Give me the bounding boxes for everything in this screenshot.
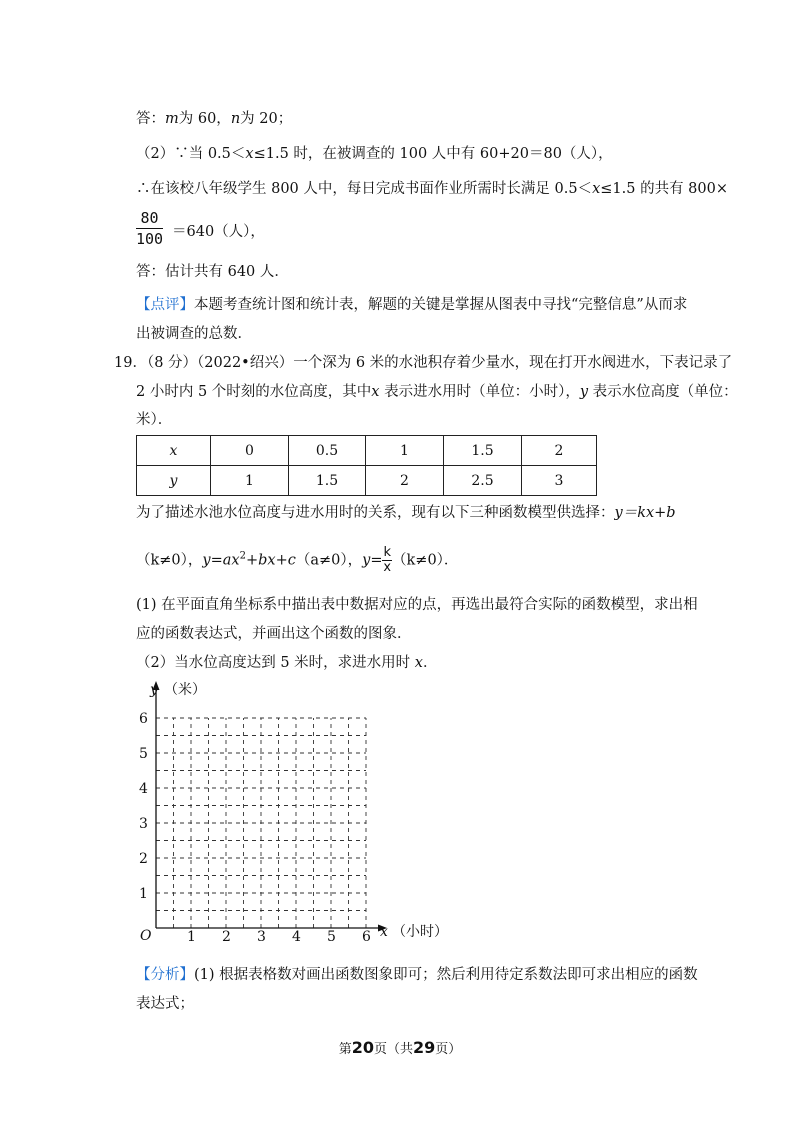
y-tick-label: 4 [139,781,148,797]
table-cell: 2 [522,436,597,466]
table-cell: y [137,466,211,496]
q19-line-2 [136,380,738,401]
table-cell: 1.5 [289,466,366,496]
x-axis-unit: （小时） [392,924,448,940]
page-footer [0,1038,800,1057]
x-tick-label: 1 [187,929,196,945]
analysis-line-1 [136,963,698,984]
text: 表示水位高度（单位： [588,384,738,400]
text: 2 小时内 5 个时刻的水位高度，其中 [136,384,372,400]
quadratic-model-rest: +bx+c [245,552,296,569]
y-axis-label: y [150,682,158,698]
table-cell: 1 [211,466,289,496]
text: （a≠0）， [295,552,363,569]
text: 为了描述水池水位高度与进水用时的关系，现有以下三种函数模型供选择： [136,505,615,521]
var-y: y [579,384,589,400]
origin-label: O [140,928,152,944]
analysis-tag: 【分析】 [136,967,194,983]
x-axis-label: x [380,924,388,940]
y-tick-label: 3 [139,816,148,832]
table-cell: 0 [211,436,289,466]
var-m: m [165,111,179,127]
answer-line-1 [136,107,292,128]
table-row [137,466,597,496]
x-tick-label: 2 [222,929,231,945]
text: （2）∵当 0.5＜ [136,146,246,162]
fraction-numerator: 80 [136,209,163,229]
table-cell: 3 [522,466,597,496]
models-line-2 [136,546,458,575]
answer-line-2: 答：估计共有 640 人． [136,264,289,280]
text: （2）当水位高度达到 5 米时，求进水用时 [136,655,415,671]
sub2-line [136,651,437,672]
comment-tag: 【点评】 [136,297,194,313]
y-tick-label: 6 [139,711,148,727]
linear-model: y＝kx+b [614,505,676,521]
fraction-denominator: x [383,560,392,575]
data-table [136,435,597,496]
grid-dashed-lines [156,718,366,928]
text: （k≠0）， [136,552,203,569]
exponent: 2 [239,550,246,562]
table-cell: 0.5 [289,436,366,466]
y-axis-unit: （米） [164,682,206,698]
fraction-denominator: 100 [136,230,164,248]
var-x: x [245,146,254,162]
var-x: x [371,384,380,400]
x-tick-label: 3 [257,929,266,945]
var-n: n [230,111,241,127]
table-cell: 2.5 [444,466,522,496]
text: ≤1.5 的共有 800× [600,181,729,197]
y-tick-labels [139,711,148,902]
page-total: 29 [413,1038,436,1057]
analysis-line-2: 表达式； [136,996,194,1012]
table-cell: 1.5 [444,436,522,466]
fraction-numerator: k [383,545,392,560]
x-tick-labels [187,929,371,945]
answer-text: 为 60， [178,111,231,127]
x-tick-label: 6 [362,929,371,945]
answer-text: 为 20； [240,111,293,127]
x-tick-label: 4 [292,929,301,945]
text: 本题考查统计图和统计表，解题的关键是掌握从图表中寻找“完整信息”从而求 [194,297,688,313]
footer-text: 第 [338,1042,352,1057]
comment-line-2: 出被调查的总数． [136,326,252,342]
page-number: 20 [351,1038,374,1057]
q19-line-3: 米）． [136,412,173,428]
table-cell: 1 [366,436,444,466]
table-cell: 2 [366,466,444,496]
table-cell: x [137,436,211,466]
table-row [137,436,597,466]
text: ≤1.5 时，在被调查的 100 人中有 60+20＝80（人）， [253,146,613,162]
sub1-line-1: (1) 在平面直角坐标系中描出表中数据对应的点，再选出最符合实际的函数模型，求出相 [136,597,698,613]
q19-line-1: 19．（8 分）（2022•绍兴）一个深为 6 米的水池积存着少量水，现在打开水阀进水，下表记录了 [114,355,733,371]
x-tick-label: 5 [327,929,336,945]
answer-prefix: 答： [136,111,165,127]
text: （k≠0）． [392,552,459,569]
text: ． [422,655,438,671]
comment-line-1 [136,293,687,314]
models-line-1 [136,501,676,522]
y-tick-label: 5 [139,746,148,762]
var-x: x [414,655,423,671]
quadratic-model: y=ax [202,552,240,569]
footer-text: 页（共 [373,1042,413,1057]
inverse-model: y= [362,552,383,569]
fraction-80-100 [136,209,163,248]
footer-text: 页） [435,1042,462,1057]
inline-fraction [382,546,392,575]
coordinate-grid [128,676,448,946]
sub1-line-2: 应的函数表达式，并画出这个函数的图象． [136,626,412,642]
part2-line [136,142,613,163]
fraction-result: ＝640（人）， [172,224,265,240]
y-tick-label: 2 [139,851,148,867]
therefore-line [136,177,728,198]
text: (1) 根据表格数对画出函数图象即可；然后利用待定系数法即可求出相应的函数 [194,967,698,983]
var-x: x [592,181,601,197]
text: ∴在该校八年级学生 800 人中，每日完成书面作业所需时长满足 0.5＜ [136,181,593,197]
text: 表示进水用时（单位：小时）， [379,384,580,400]
y-tick-label: 1 [139,886,148,902]
